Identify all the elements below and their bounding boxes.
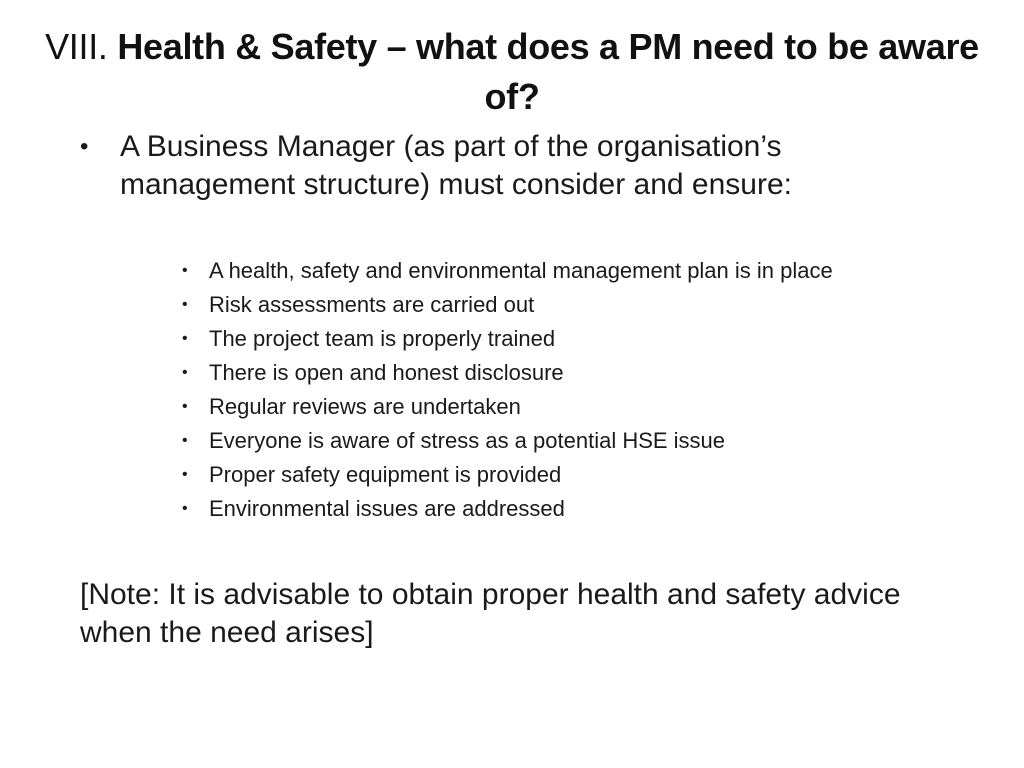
bullet-icon: • bbox=[182, 466, 188, 483]
list-item-text: Everyone is aware of stress as a potential HSE issue bbox=[209, 428, 726, 453]
bullet-icon: • bbox=[80, 133, 89, 160]
list-item-text: A health, safety and environmental management plan is in place bbox=[209, 258, 833, 283]
list-item-text: Proper safety equipment is provided bbox=[209, 462, 562, 487]
list-item bbox=[182, 390, 982, 424]
list-item-text: The project team is properly trained bbox=[209, 326, 556, 351]
sub-bullet-list bbox=[182, 254, 982, 526]
bullet-icon: • bbox=[182, 500, 188, 517]
bullet-icon: • bbox=[182, 262, 188, 279]
bullet-icon: • bbox=[182, 296, 188, 313]
list-item-text: There is open and honest disclosure bbox=[209, 360, 564, 385]
list-item bbox=[182, 356, 982, 390]
list-item-text: Regular reviews are undertaken bbox=[209, 394, 521, 419]
list-item bbox=[182, 254, 982, 288]
list-item bbox=[182, 288, 982, 322]
bullet-icon: • bbox=[182, 330, 188, 347]
title-text: Health & Safety – what does a PM need to be aware of? bbox=[117, 26, 979, 117]
list-item-text: Risk assessments are carried out bbox=[209, 292, 535, 317]
list-item bbox=[182, 492, 982, 526]
list-item bbox=[182, 424, 982, 458]
bullet-icon: • bbox=[182, 398, 188, 415]
note-text: [Note: It is advisable to obtain proper health and safety advice when the need arises] bbox=[80, 578, 901, 649]
slide-title bbox=[40, 22, 984, 122]
title-number: VIII. bbox=[45, 26, 108, 67]
list-item bbox=[182, 458, 982, 492]
list-item bbox=[182, 322, 982, 356]
list-item-text: Environmental issues are addressed bbox=[209, 496, 565, 521]
main-bullet bbox=[80, 128, 960, 204]
main-bullet-text: A Business Manager (as part of the organisation’s management structure) must consider and ensure: bbox=[120, 130, 792, 201]
bullet-icon: • bbox=[182, 432, 188, 449]
bullet-icon: • bbox=[182, 364, 188, 381]
